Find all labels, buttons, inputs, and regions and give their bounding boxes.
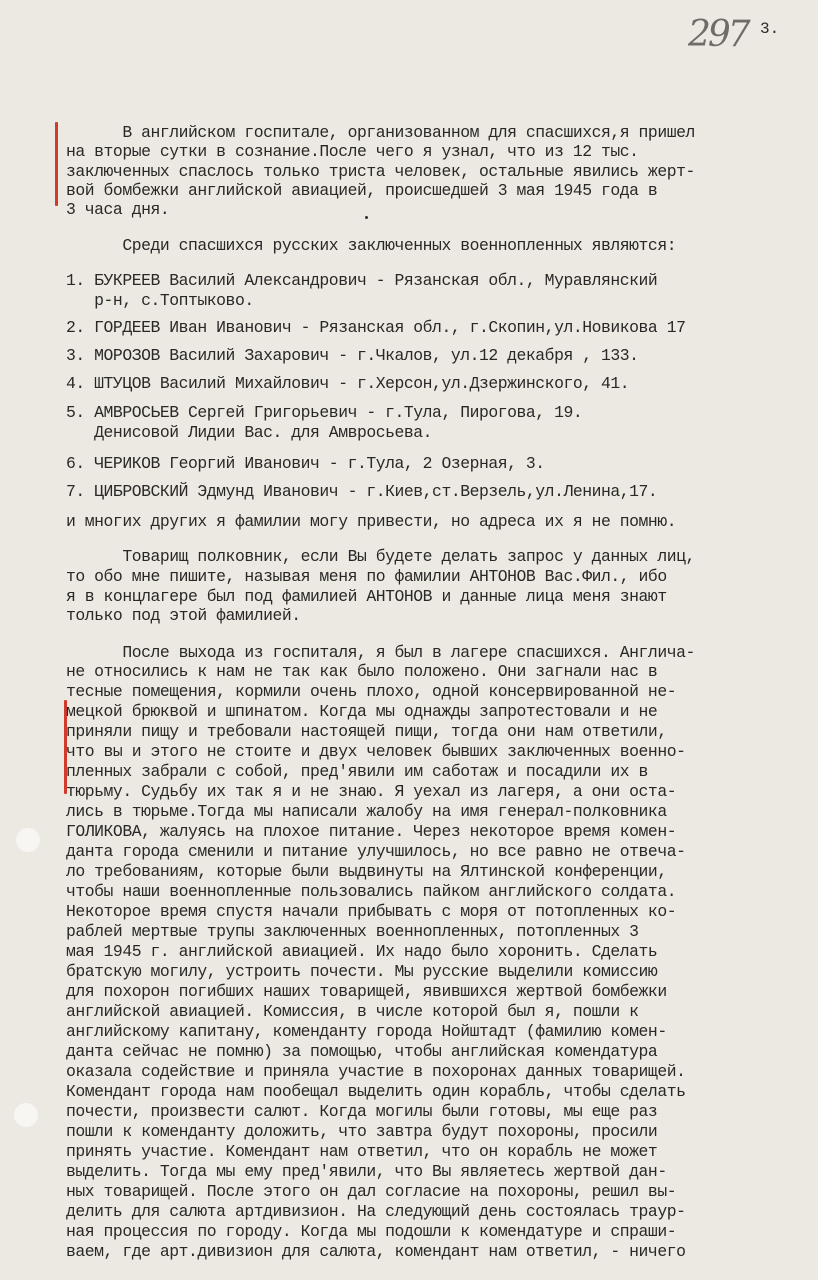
text-line: ная процессия по городу. Когда мы подошли к комендатуре и спраши-: [66, 1222, 677, 1241]
text-line: 5. АМВРОСЬЕВ Сергей Григорьевич - г.Тула, Пирогова, 19.: [66, 403, 583, 422]
text-line: 4. ШТУЦОВ Василий Михайлович - г.Херсон,ул.Дзержинского, 41.: [66, 374, 630, 393]
text-line: братскую могилу, устроить почести. Мы русские выделили комиссию: [66, 962, 658, 981]
text-line: ваем, где арт.дивизион для салюта, комендант нам ответил, - ничего: [66, 1242, 686, 1261]
text-line: Некоторое время спустя начали прибывать с моря от потопленных ко-: [66, 902, 677, 921]
text-line: и многих других я фамилии могу привести, но адреса их я не помню.: [66, 512, 677, 531]
text-line: 6. ЧЕРИКОВ Георгий Иванович - г.Тула, 2 Озерная, 3.: [66, 454, 545, 473]
text-line: заключенных спаслось только триста человек, остальные явились жерт-: [66, 162, 695, 181]
text-line: чтобы наши военнопленные пользовались пайком английского солдата.: [66, 882, 677, 901]
text-line: В английском госпитале, организованном для спасшихся,я пришел: [66, 123, 695, 142]
text-line: на вторые сутки в сознание.После чего я узнал, что из 12 тыс.: [66, 142, 639, 161]
text-line: пошли к коменданту доложить, что завтра будут похороны, просили: [66, 1122, 658, 1141]
text-line: р-н, с.Топтыково.: [66, 291, 254, 310]
text-line: английскому капитану, коменданту города Нойштадт (фамилию комен-: [66, 1022, 667, 1041]
punch-hole: [14, 1103, 38, 1127]
text-line: английской авиацией. Комиссия, в числе которой был я, пошли к: [66, 1002, 639, 1021]
text-line: данта сейчас не помню) за помощью, чтобы английская комендатура: [66, 1042, 658, 1061]
text-line: мецкой брюквой и шпинатом. Когда мы однажды запротестовали и не: [66, 702, 658, 721]
text-line: ГОЛИКОВА, жалуясь на плохое питание. Через некоторое время комен-: [66, 822, 677, 841]
text-line: После выхода из госпиталя, я был в лагере спасшихся. Англича-: [66, 643, 695, 662]
text-line: Комендант города нам пообещал выделить один корабль, чтобы сделать: [66, 1082, 686, 1101]
text-line: Товарищ полковник, если Вы будете делать запрос у данных лиц,: [66, 547, 695, 566]
text-line: данта города сменили и питание улучшилось, но все равно не отвеча-: [66, 842, 686, 861]
text-line: пленных забрали с собой, пред'явили им саботаж и посадили их в: [66, 762, 648, 781]
text-line: приняли пищу и требовали настоящей пищи, тогда они нам ответили,: [66, 722, 667, 741]
text-line: для похорон погибших наших товарищей, явившихся жертвой бомбежки: [66, 982, 667, 1001]
text-line: мая 1945 г. английской авиацией. Их надо было хоронить. Сделать: [66, 942, 658, 961]
text-line: лись в тюрьме.Тогда мы написали жалобу на имя генерал-полковника: [66, 802, 667, 821]
text-line: тюрьму. Судьбу их так я и не знаю. Я уехал из лагеря, а они оста-: [66, 782, 677, 801]
text-line: делить для салюта артдивизион. На следующий день состоялась траур-: [66, 1202, 686, 1221]
text-line: Денисовой Лидии Вас. для Амвросьева.: [66, 423, 433, 442]
text-line: я в концлагере был под фамилией АНТОНОВ и данные лица меня знают: [66, 587, 667, 606]
text-line: выделить. Тогда мы ему пред'явили, что Вы являетесь жертвой дан-: [66, 1162, 667, 1181]
text-line: ных товарищей. После этого он дал согласие на похороны, решил вы-: [66, 1182, 677, 1201]
text-line: раблей мертвые трупы заключенных военнопленных, потопленных 3: [66, 922, 639, 941]
ink-dot: [365, 216, 368, 219]
archive-number: 297: [688, 14, 748, 55]
text-line: вой бомбежки английской авиацией, происшедшей 3 мая 1945 года в: [66, 181, 658, 200]
text-line: тесные помещения, кормили очень плохо, одной консервированной не-: [66, 682, 677, 701]
red-margin-mark: [55, 122, 58, 206]
text-line: 2. ГОРДЕЕВ Иван Иванович - Рязанская обл., г.Скопин,ул.Новикова 17: [66, 318, 686, 337]
page-number: 3.: [760, 20, 780, 38]
text-line: 3. МОРОЗОВ Василий Захарович - г.Чкалов, ул.12 декабря , 133.: [66, 346, 639, 365]
text-line: принять участие. Комендант нам ответил, что он корабль не может: [66, 1142, 658, 1161]
text-line: только под этой фамилией.: [66, 606, 301, 625]
text-line: 3 часа дня.: [66, 200, 170, 219]
text-line: почести, произвести салют. Когда могилы были готовы, мы еще раз: [66, 1102, 658, 1121]
text-line: то обо мне пишите, называя меня по фамилии АНТОНОВ Вас.Фил., ибо: [66, 567, 667, 586]
text-line: оказала содействие и приняла участие в похоронах данных товарищей.: [66, 1062, 686, 1081]
punch-hole: [16, 828, 40, 852]
text-line: 7. ЦИБРОВСКИЙ Эдмунд Иванович - г.Киев,ст.Верзель,ул.Ленина,17.: [66, 482, 658, 501]
text-line: что вы и этого не стоите и двух человек бывших заключенных военно-: [66, 742, 686, 761]
text-line: ло требованиям, которые были выдвинуты на Ялтинской конференции,: [66, 862, 667, 881]
text-line: Среди спасшихся русских заключенных военнопленных являются:: [66, 236, 677, 255]
text-line: не относились к нам не так как было положено. Они загнали нас в: [66, 662, 658, 681]
text-line: 1. БУКРЕЕВ Василий Александрович - Рязанская обл., Муравлянский: [66, 271, 658, 290]
